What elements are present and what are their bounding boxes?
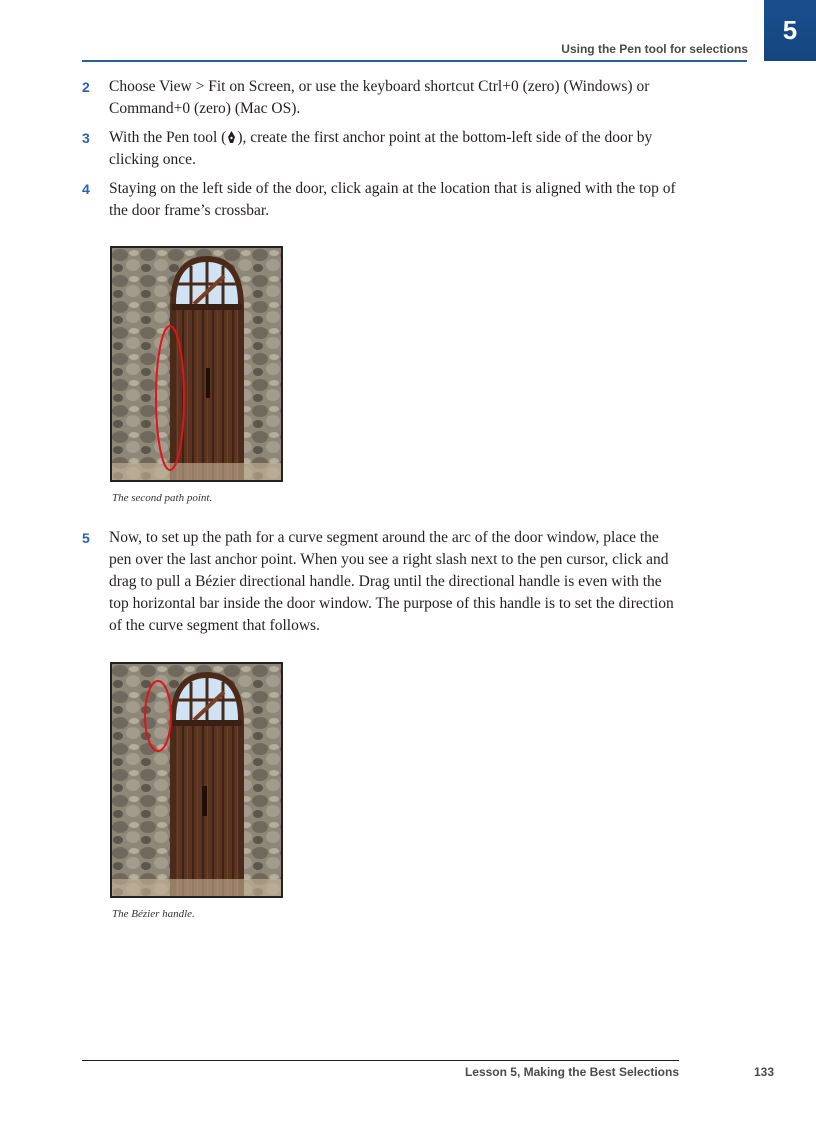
step-text: Staying on the left side of the door, click again at the location that is aligned with the top of the door frame’s crossbar.: [109, 180, 676, 219]
step-5: [82, 527, 682, 637]
header-rule: [82, 60, 747, 62]
door-photo: [112, 248, 281, 480]
step-number: 4: [82, 181, 90, 197]
page-number: 133: [753, 1065, 774, 1079]
door-photo: [112, 664, 281, 896]
chapter-tab: 5: [764, 0, 816, 61]
step-text: Now, to set up the path for a curve segment around the arc of the door window, place the pen over the last anchor point. When you see a right slash next to the pen cursor, click and drag to pull a Bézier directional handle. Drag until the directional handle is even with the top horizontal bar inside the door window. The purpose of this handle is to set the direction of the curve segment that follows.: [109, 529, 674, 634]
step-number: 2: [82, 79, 90, 95]
step-number: 5: [82, 530, 90, 546]
footer-rule: [82, 1060, 679, 1061]
figure-second-path-point: [110, 246, 283, 482]
step-text: Choose View > Fit on Screen, or use the keyboard shortcut Ctrl+0 (zero) (Windows) or Command+0 (zero) (Mac OS).: [109, 78, 650, 117]
figure-caption: The second path point.: [112, 492, 213, 504]
figure-bezier-handle: [110, 662, 283, 898]
step-2: [82, 76, 682, 120]
footer-lesson-title: Lesson 5, Making the Best Selections: [464, 1065, 679, 1079]
pen-tool-icon: [226, 131, 237, 144]
step-3: [82, 127, 682, 171]
running-head: Using the Pen tool for selections: [561, 42, 748, 56]
figure-caption: The Bézier handle.: [112, 908, 195, 920]
step-text: With the Pen tool ( ), create the first anchor point at the bottom-left side of the door by clicking once.: [109, 129, 653, 168]
step-number: 3: [82, 130, 90, 146]
step-4: [82, 178, 682, 222]
